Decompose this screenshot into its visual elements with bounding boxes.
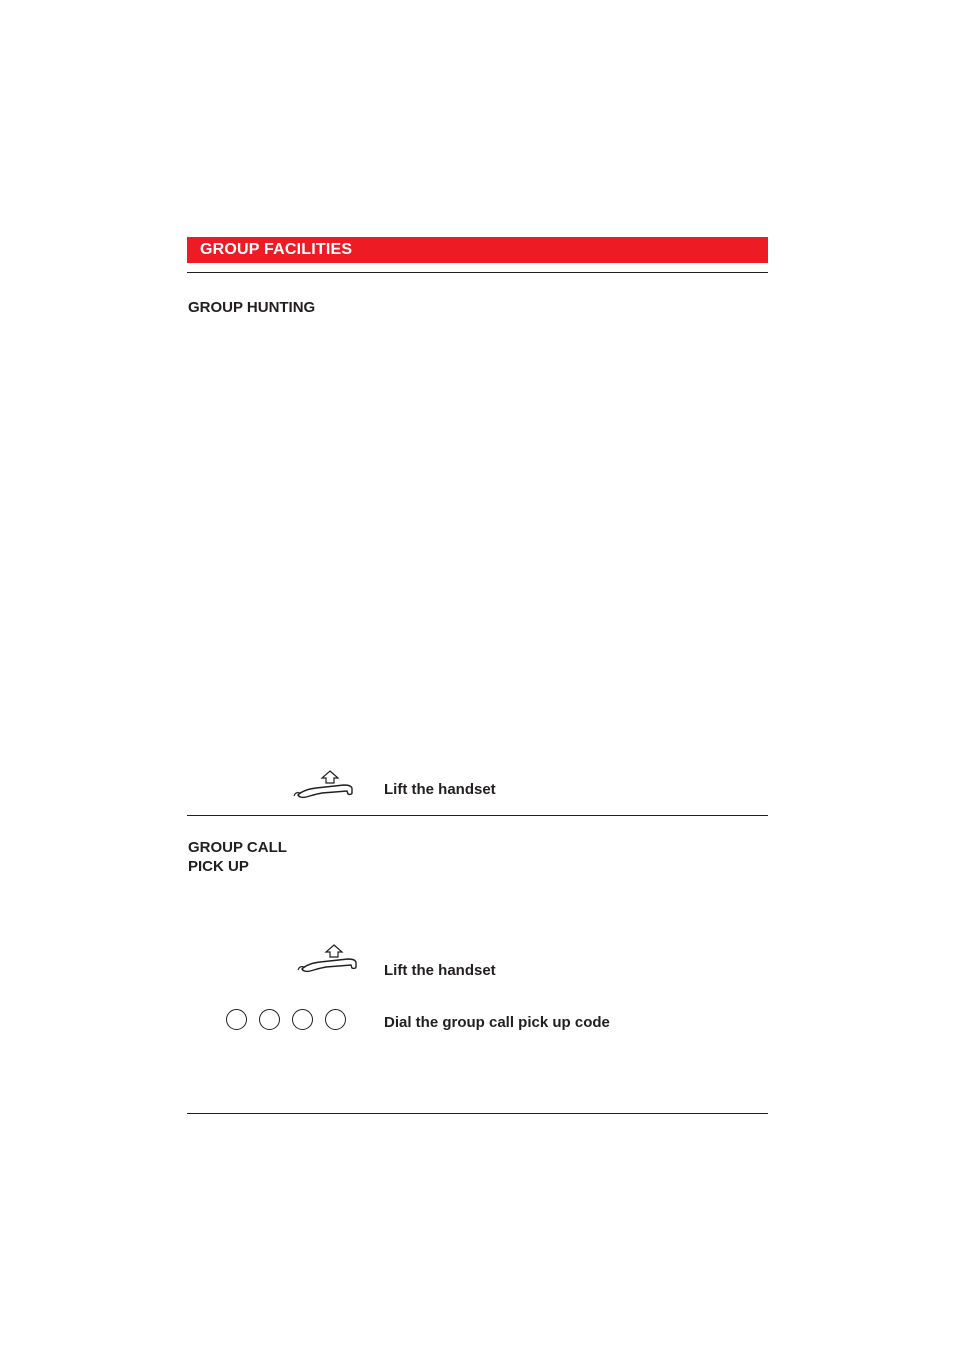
section-banner [187, 237, 768, 263]
handset-lift-icon [292, 769, 356, 799]
keypad-digit-icon [226, 1009, 247, 1030]
group-hunting-step1-label: Lift the handset [384, 781, 496, 798]
keypad-digit-icon [325, 1009, 346, 1030]
divider-top [187, 272, 768, 273]
group-call-pick-up-heading-line1: GROUP CALL [188, 839, 287, 856]
group-call-pick-up-heading [188, 838, 287, 876]
section-title: GROUP FACILITIES [200, 241, 353, 258]
group-call-pick-up-heading-line2: PICK UP [188, 858, 249, 875]
divider-bottom [187, 1113, 768, 1114]
group-hunting-heading: GROUP HUNTING [188, 299, 316, 316]
divider-middle [187, 815, 768, 816]
keypad-digit-icon [292, 1009, 313, 1030]
keypad-digit-icon [259, 1009, 280, 1030]
group-call-pick-up-step2-label: Dial the group call pick up code [384, 1014, 610, 1031]
group-call-pick-up-step1-label: Lift the handset [384, 962, 496, 979]
handset-lift-icon [296, 943, 360, 973]
keypad-digits [226, 1009, 346, 1030]
